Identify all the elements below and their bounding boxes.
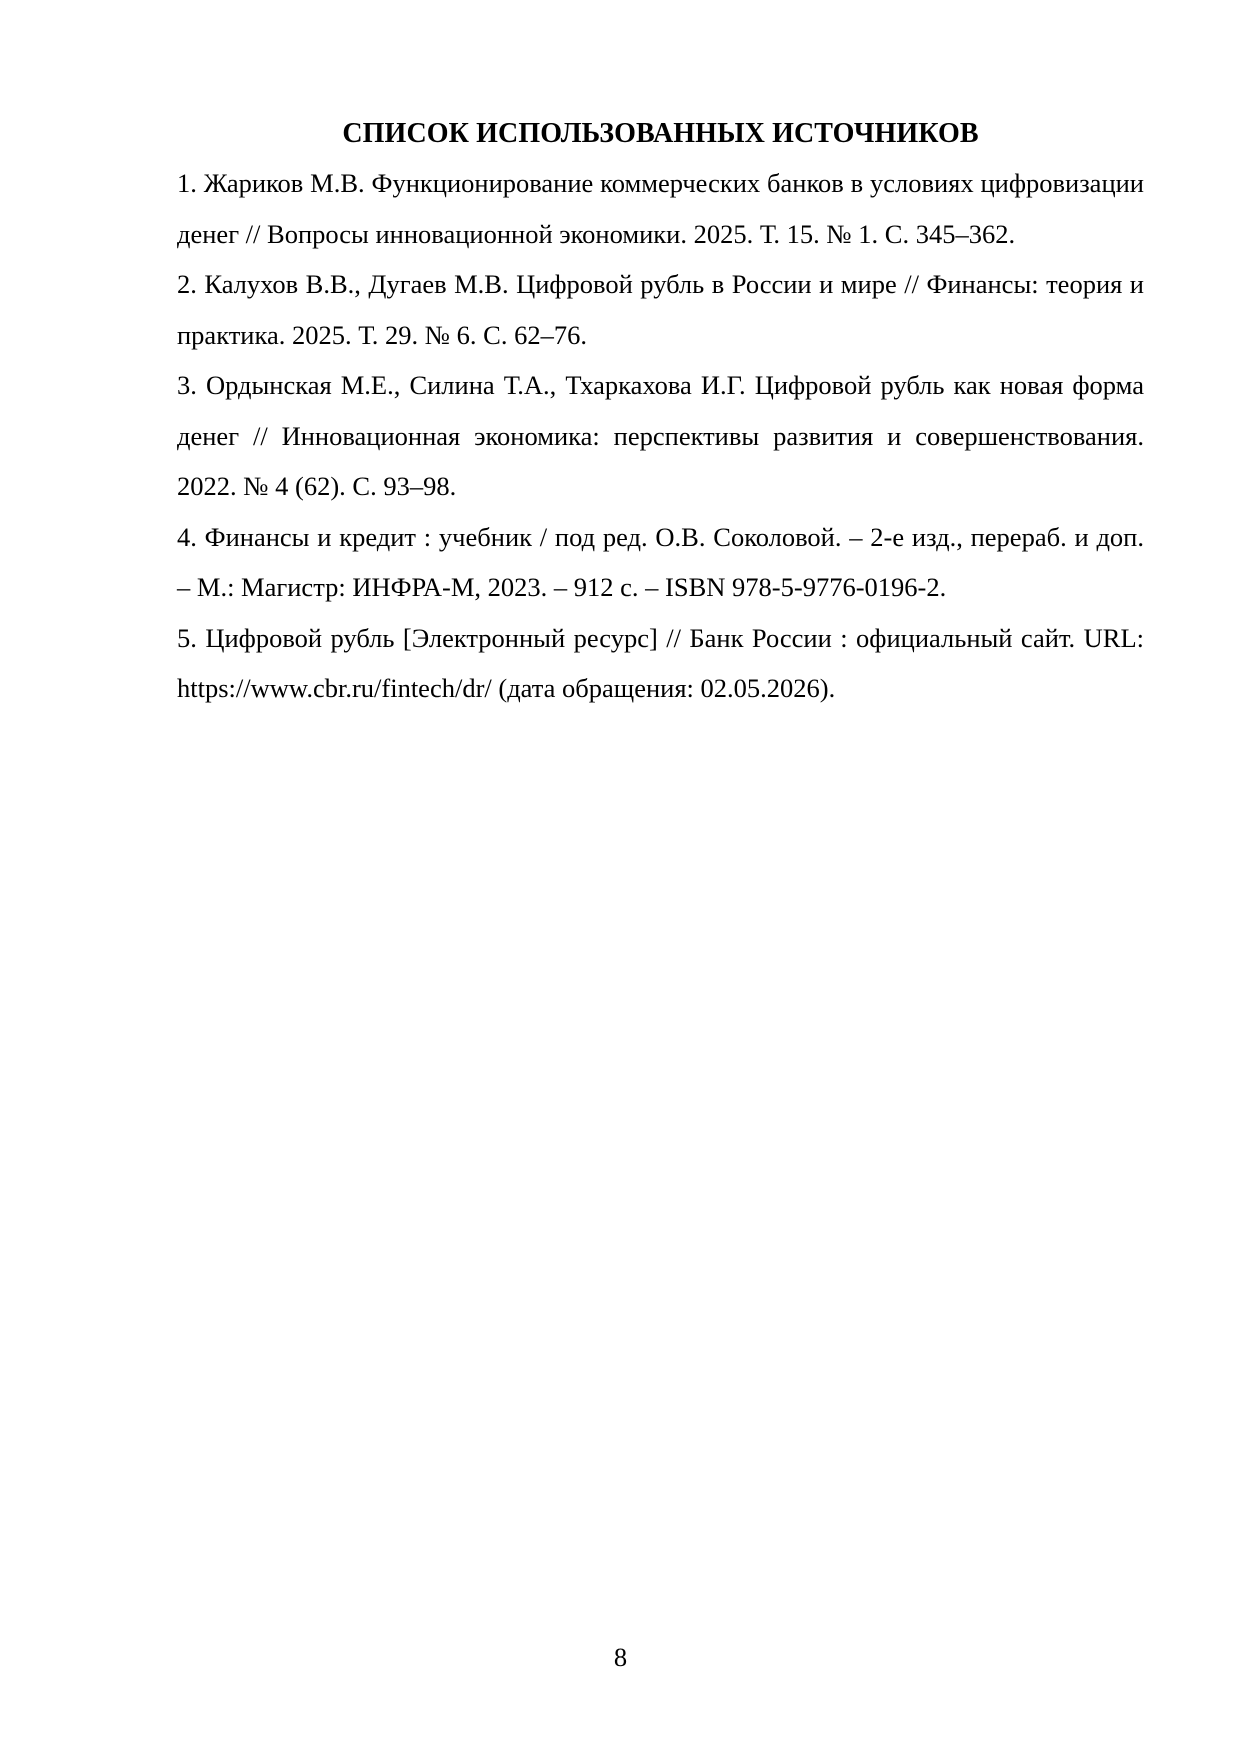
reference-item-1: 1. Жариков М.В. Функционирование коммерческих банков в условиях цифровизации денег // Вопросы инновационной экономики. 2025. Т. 15. № 1. С. 345–362.	[177, 168, 1144, 249]
reference-item-2: 2. Калухов В.В., Дугаев М.В. Цифровой рубль в России и мире // Финансы: теория и практика. 2025. Т. 29. № 6. С. 62–76.	[177, 269, 1144, 350]
reference-item-4: 4. Финансы и кредит : учебник / под ред. О.В. Соколовой. – 2-е изд., перераб. и доп. – М.: Магистр: ИНФРА-М, 2023. – 912 с. – ISBN 978-5-9776-0196-2.	[177, 521, 1144, 602]
page-number: 8	[613, 1642, 628, 1672]
page-title: СПИСОК ИСПОЛЬЗОВАННЫХ ИСТОЧНИКОВ	[342, 118, 979, 149]
reference-list	[177, 158, 1144, 714]
page-content	[177, 116, 1144, 714]
reference-item-5: 5. Цифровой рубль [Электронный ресурс] // Банк России : официальный сайт. URL: https://www.cbr.ru/fintech/dr/ (дата обращения: 02.05.2026).	[177, 622, 1144, 703]
reference-item-3: 3. Ордынская М.Е., Силина Т.А., Тхаркахова И.Г. Цифровой рубль как новая форма денег // Инновационная экономика: перспективы развития и совершенствования. 2022. № 4 (62). С. 93–98.	[177, 370, 1144, 501]
